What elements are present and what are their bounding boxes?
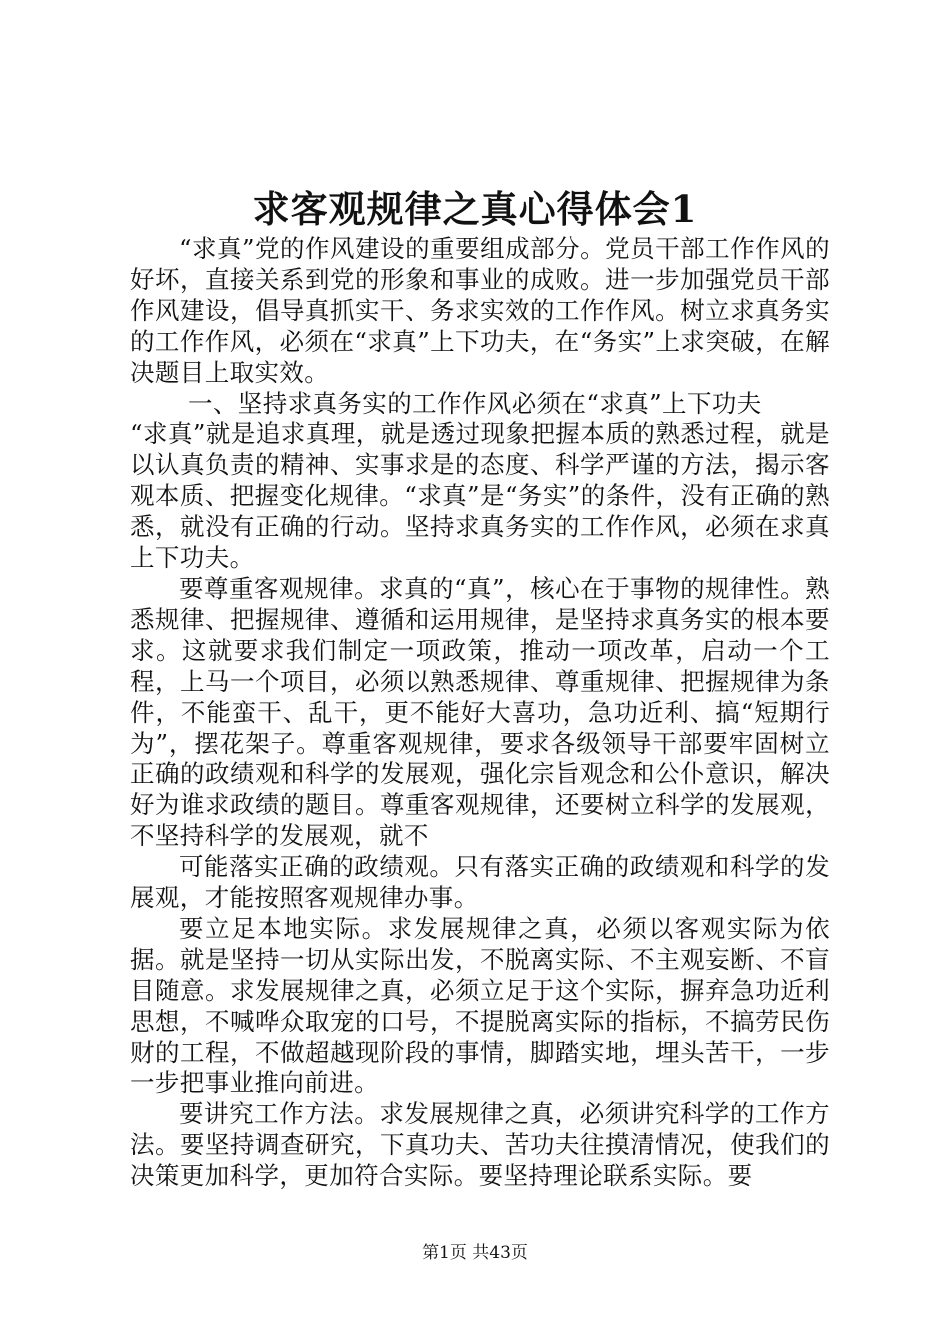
paragraph-respect-laws: 要尊重客观规律。求真的“真”，核心在于事物的规律性。熟悉规律、把握规律、遵循和运用规律，是坚持求真务实的根本要求。这就要求我们制定一项政策，推动一项改革，启动一个工程，上马一个项目，必须以熟悉规律、尊重规律、把握规律为条件，不能蛮干、乱干，更不能好大喜功，急功近利、搞“短期行为”，摆花架子。尊重客观规律，要求各级领导干部要牢固树立正确的政绩观和科学的发展观，强化宗旨观念和公仆意识，解决好为谁求政绩的题目。尊重客观规律，还要树立科学的发展观，不坚持科学的发展观，就不 [130, 573, 830, 851]
paragraph-achievement-view: 可能落实正确的政绩观。只有落实正确的政绩观和科学的发展观，才能按照客观规律办事。 [130, 852, 830, 913]
page-number-footer: 第1页 共43页 [422, 1243, 528, 1263]
paragraph-qiuzhen: “求真”就是追求真理，就是透过现象把握本质的熟悉过程，就是以认真负责的精神、实事求是的态度、科学严谨的方法，揭示客观本质、把握变化规律。“求真”是“务实”的条件，没有正确的熟悉，就没有正确的行动。坚持求真务实的工作作风，必须在求真上下功夫。 [130, 419, 830, 573]
paragraph-intro: “求真”党的作风建设的重要组成部分。党员干部工作作风的好坏，直接关系到党的形象和事业的成败。进一步加强党员干部作风建设，倡导真抓实干、务求实效的工作作风。树立求真务实的工作作风，必须在“求真”上下功夫，在“务实”上求突破，在解决题目上取实效。 [130, 234, 830, 387]
paragraph-work-methods: 要讲究工作方法。求发展规律之真，必须讲究科学的工作方法。要坚持调查研究，下真功夫、苦功夫往摸清情况，使我们的决策更加科学，更加符合实际。要坚持理论联系实际。要 [130, 1099, 830, 1191]
section-heading-1: 一、坚持求真务实的工作作风必须在“求真”上下功夫 [188, 388, 762, 418]
paragraph-local-reality: 要立足本地实际。求发展规律之真，必须以客观实际为依据。就是坚持一切从实际出发，不脱离实际、不主观妄断、不盲目随意。求发展规律之真，必须立足于这个实际，摒弃急功近利思想，不喊哗众取宠的口号，不提脱离实际的指标，不搞劳民伤财的工程，不做超越现阶段的事情，脚踏实地，埋头苦干，一步一步把事业推向前进。 [130, 913, 830, 1098]
document-title: 求客观规律之真心得体会1 [252, 187, 698, 231]
document-body [130, 234, 830, 1192]
